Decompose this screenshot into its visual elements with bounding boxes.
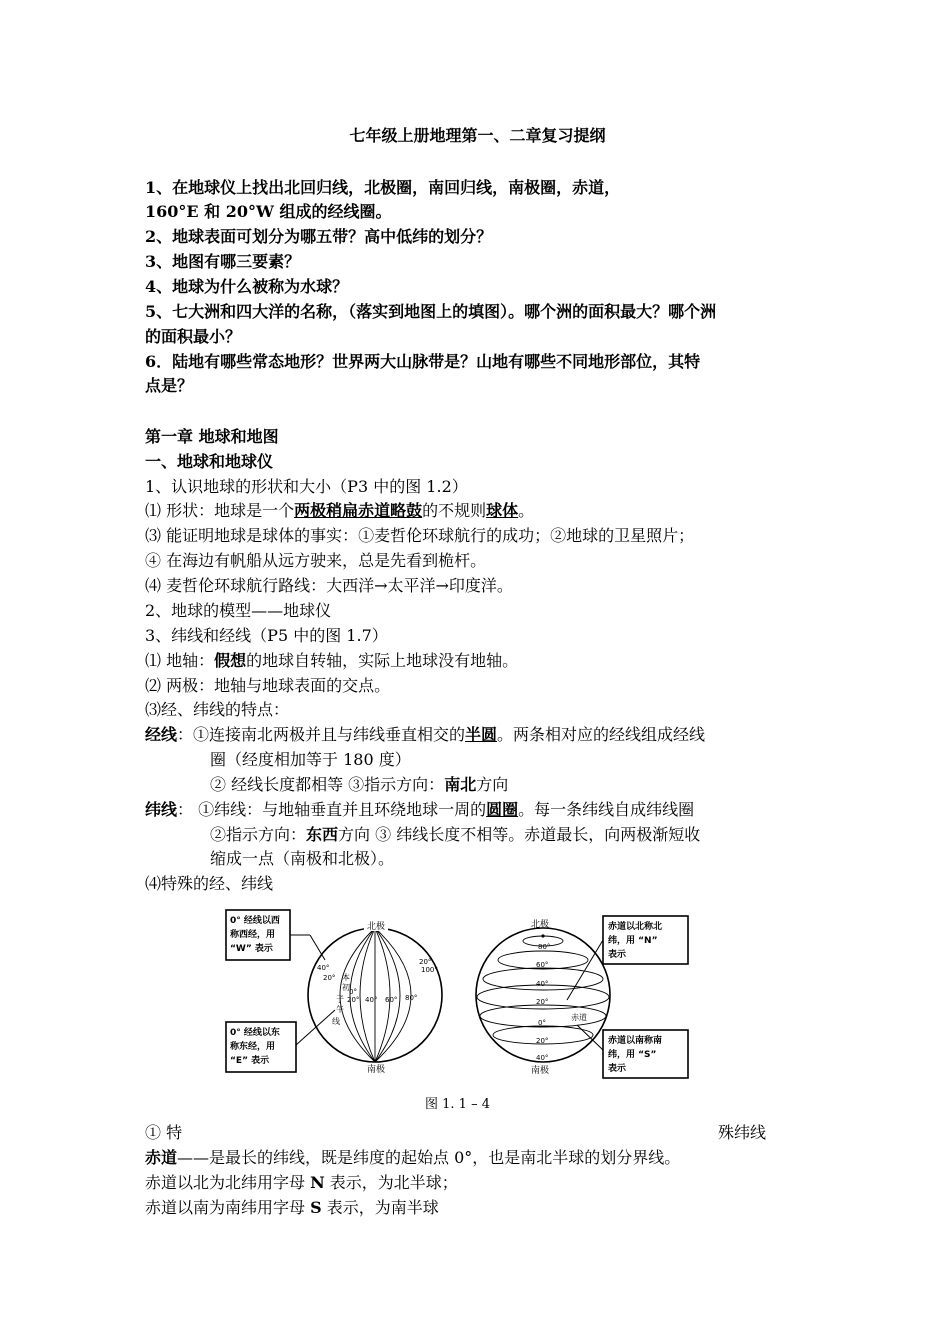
section-heading: 一、地球和地球仪 (145, 452, 274, 471)
text-span: ② 经线长度都相等 ③指示方向： (210, 775, 445, 794)
right-globe (476, 916, 688, 1078)
shape-line (145, 499, 534, 523)
meridian-line-3 (210, 773, 508, 797)
parallel-label: 纬线 (145, 800, 178, 819)
equator-line (145, 1146, 680, 1170)
meridian-mark: 0° (349, 988, 357, 996)
left-globe (226, 910, 442, 1075)
box-text: 0° 经线以西 (230, 916, 280, 926)
item-line: ⑷ 麦哲伦环球航行路线：大西洋→太平洋→印度洋。 (145, 576, 513, 595)
key-term: N (310, 1173, 325, 1192)
text-span: 方向 ③ 纬线长度不相等。赤道最长，向两极渐短收 (338, 825, 701, 844)
latitude-mark: 80° (538, 943, 551, 951)
key-term: 南北 (444, 775, 477, 794)
text-span: 。两条相对应的经线组成经线 (497, 725, 706, 744)
prime-meridian-char: 初 (342, 983, 350, 992)
cut-text-right: 殊纬线 (718, 1123, 767, 1142)
page-title: 七年级上册地理第一、二章复习提纲 (349, 126, 606, 145)
text-span: ⑴ 形状：地球是一个 (145, 501, 295, 520)
key-term: 两极稍扁赤道略鼓 (294, 501, 423, 520)
box-text: 0° 经线以东 (230, 1028, 280, 1038)
text-span: ⑴ 地轴： (145, 651, 215, 670)
meridian-label: 经线 (145, 725, 178, 744)
south-pole-label: 南极 (366, 1065, 386, 1075)
parallel-line-2 (210, 823, 700, 847)
question-line: 的面积最小？ (145, 327, 242, 346)
north-pole-label: 北极 (366, 922, 386, 932)
meridian-line-1 (145, 723, 705, 747)
item-line: 2、地球的模型——地球仪 (145, 601, 332, 620)
box-text: 纬，用 “S” (608, 1050, 657, 1060)
question-line: 160°E 和 20°W 组成的经线圈。 (145, 202, 392, 221)
text-span: 赤道以南为南纬用字母 (145, 1198, 311, 1217)
question-line: 3、地图有哪三要素？ (145, 252, 301, 271)
box-text: 赤道以南称南 (608, 1036, 663, 1046)
question-line: 2、地球表面可划分为哪五带？高中低纬的划分？ (145, 227, 493, 246)
box-text: 称西经，用 (230, 930, 276, 940)
key-term: 东西 (306, 825, 339, 844)
latitude-mark: 40° (536, 1054, 549, 1062)
chapter-heading: 第一章 地球和地图 (145, 427, 279, 446)
box-text: 表示 (608, 950, 627, 960)
box-text: “E” 表示 (230, 1056, 270, 1066)
text-span: ： ①纬线：与地轴垂直并且环绕地球一周的 (177, 800, 487, 819)
box-text: 称东经，用 (230, 1042, 276, 1052)
figure-caption: 图 1. 1 – 4 (425, 1097, 490, 1112)
meridian-mark: 20° (347, 996, 360, 1004)
box-text: 纬，用 “N” (608, 936, 658, 946)
equator-label: 赤道 (571, 1013, 587, 1022)
box-text: 赤道以北称北 (608, 922, 663, 932)
item-line: ⑵ 两极：地轴与地球表面的交点。 (145, 676, 391, 695)
prime-meridian-char: 线 (332, 1017, 340, 1026)
question-line: 点是？ (145, 376, 194, 395)
text-span: 。每一条纬线自成纬线圈 (518, 800, 695, 819)
text-span: ：①连接南北两极并且与纬线垂直相交的 (177, 725, 466, 744)
prime-meridian-char: 本 (342, 973, 350, 982)
latitude-mark: 60° (536, 961, 549, 969)
text-span: 方向 (476, 775, 509, 794)
question-line: 4、地球为什么被称为水球？ (145, 277, 349, 296)
text-span: 的不规则 (422, 501, 487, 520)
text-span: 赤道以北为北纬用字母 (145, 1173, 311, 1192)
text-span: 表示，为南半球 (321, 1198, 439, 1217)
box-text: “W” 表示 (230, 944, 273, 954)
key-term: 圆圈 (486, 800, 519, 819)
north-line (145, 1171, 458, 1195)
item-line: ⑶ 能证明地球是球体的事实：①麦哲伦环球航行的成功；②地球的卫星照片； (145, 526, 695, 545)
key-term: 假想 (214, 651, 247, 670)
latitude-mark: 20° (536, 1037, 549, 1045)
south-pole-label: 南极 (531, 1066, 550, 1076)
key-term: S (310, 1198, 322, 1217)
text-span: ②指示方向： (210, 825, 307, 844)
meridian-mark: 80° (405, 994, 418, 1002)
box-text: 表示 (608, 1064, 627, 1074)
cut-text-left: ① 特 (145, 1123, 183, 1142)
key-term: 半圆 (465, 725, 498, 744)
item-line: ④ 在海边有帆船从远方驶来，总是先看到桅杆。 (145, 551, 487, 570)
question-line: 1、在地球仪上找出北回归线，北极圈，南回归线，南极圈，赤道， (145, 178, 621, 197)
text-span: 。 (518, 501, 535, 520)
axis-line (145, 649, 518, 673)
key-term: 赤道 (145, 1148, 178, 1167)
text-span: ——是最长的纬线，既是纬度的起始点 0°，也是南北半球的划分界线。 (177, 1148, 681, 1167)
latitude-mark: 20° (536, 998, 549, 1006)
parallel-line-1 (145, 798, 694, 822)
meridian-mark: 40° (317, 964, 330, 972)
meridian-mark: 20° (419, 958, 432, 966)
text-span: 的地球自转轴，实际上地球没有地轴。 (246, 651, 519, 670)
north-pole-label: 北极 (531, 920, 550, 930)
parallel-line-3: 缩成一点（南极和北极）。 (210, 849, 395, 868)
south-line (145, 1196, 439, 1220)
item-line: ⑶经、纬线的特点： (145, 700, 290, 719)
meridian-line-2: 圈（经度相加等于 180 度） (210, 750, 411, 769)
prime-meridian-char: 子 (336, 995, 344, 1004)
latitude-mark: 0° (538, 1019, 546, 1027)
meridian-mark: 20° (323, 974, 336, 982)
prime-meridian-char: 午 (336, 1005, 344, 1014)
key-term: 球体 (486, 501, 519, 520)
text-span: 表示，为北半球； (324, 1173, 458, 1192)
question-line: 6．陆地有哪些常态地形？世界两大山脉带是？山地有哪些不同地形部位，其特 (145, 352, 701, 371)
item-line: 1、认识地球的形状和大小（P3 中的图 1.2） (145, 477, 468, 496)
question-line: 5、七大洲和四大洋的名称，（落实到地图上的填图）。哪个洲的面积最大？哪个洲 (145, 302, 717, 321)
meridian-mark: 40° (365, 996, 378, 1004)
meridian-mark: 100° (421, 966, 438, 974)
item-line: 3、纬线和经线（P5 中的图 1.7） (145, 626, 388, 645)
item-line: ⑷特殊的经、纬线 (145, 874, 274, 893)
latitude-mark: 40° (536, 980, 549, 988)
meridian-mark: 60° (385, 996, 398, 1004)
globe-figure (225, 900, 695, 1120)
